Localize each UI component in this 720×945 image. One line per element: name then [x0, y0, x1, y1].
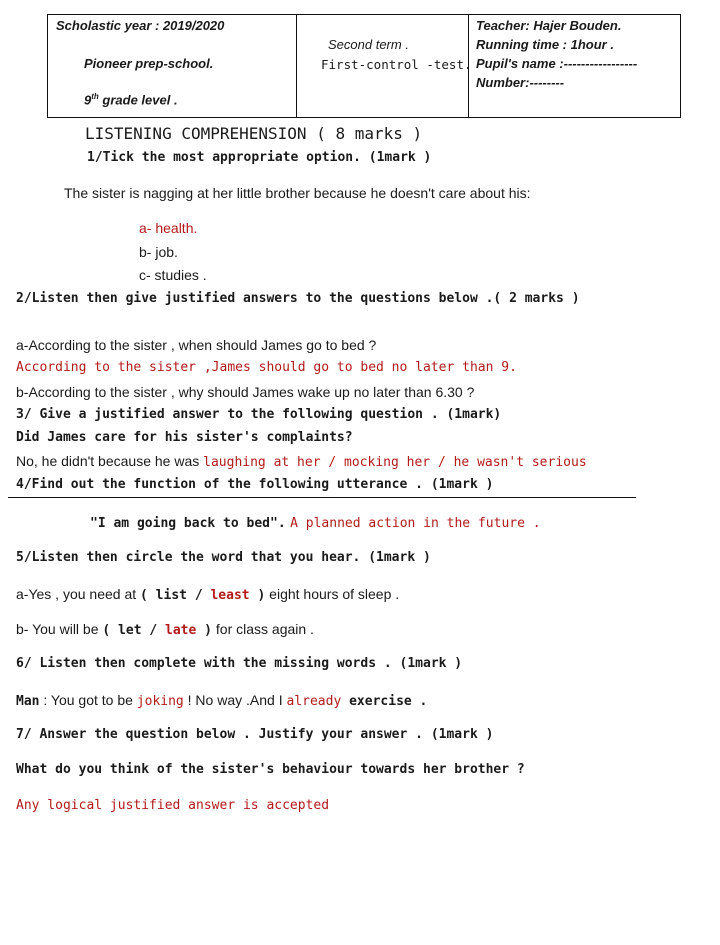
term-label: Second term .: [328, 37, 409, 52]
q7-title: 7/ Answer the question below . Justify your answer . (1mark ): [16, 727, 494, 742]
q6-answer-1: joking: [136, 694, 184, 709]
grade-number: 9: [84, 92, 92, 108]
header-table: [47, 14, 681, 118]
q3-answer-prefix: No, he didn't because he was: [16, 453, 204, 469]
q1-option-b: b- job.: [139, 244, 178, 260]
section-title: LISTENING COMPREHENSION ( 8 marks ): [85, 124, 423, 143]
q4-rule: [8, 497, 636, 498]
q5-b-suffix: for class again .: [212, 621, 314, 637]
q3-answer-red: laughing at her / mocking her / he wasn't serious: [203, 455, 587, 470]
q5-b-close: ): [196, 623, 212, 638]
q6-answer-2: already: [286, 694, 342, 709]
pupil-name-field: Pupil's name :-----------------: [476, 56, 638, 71]
scholastic-year: Scholastic year : 2019/2020: [56, 18, 225, 33]
q2-a-question: a-According to the sister , when should James go to bed ?: [16, 337, 377, 353]
q1-option-a: a- health.: [139, 220, 198, 236]
school-name: Pioneer prep-school.: [84, 56, 214, 71]
q1-option-c: c- studies .: [139, 267, 207, 283]
q5-b-line: [16, 621, 314, 639]
grade-level: [84, 92, 178, 107]
q5-a-line: [16, 586, 399, 604]
q4-answer: A planned action in the future .: [290, 516, 541, 531]
q2-title: 2/Listen then give justified answers to the questions below .( 2 marks ): [16, 291, 580, 306]
q4-line: [90, 514, 541, 532]
q2-b-question: b-According to the sister , why should James wake up no later than 6.30 ?: [16, 384, 475, 400]
q5-a-prefix: a-Yes , you need at: [16, 586, 141, 602]
q1-statement: The sister is nagging at her little brother because he doesn't care about his:: [64, 185, 531, 201]
q6-part1: : You got to be: [39, 692, 137, 708]
q7-question: What do you think of the sister's behaviour towards her brother ?: [16, 762, 525, 777]
q3-answer-line: [16, 453, 587, 471]
q5-a-answer: least: [210, 588, 250, 603]
q1-title: 1/Tick the most appropriate option. (1mark ): [87, 150, 432, 165]
test-label: First-control -test.: [321, 57, 472, 72]
q5-title: 5/Listen then circle the word that you hear. (1mark ): [16, 550, 431, 565]
number-field: Number:--------: [476, 75, 565, 90]
q6-part3: exercise .: [341, 694, 428, 709]
q6-title: 6/ Listen then complete with the missing words . (1mark ): [16, 656, 463, 671]
q6-line: [16, 692, 427, 710]
q5-b-open: ( let /: [102, 623, 166, 638]
running-time: Running time : 1hour .: [476, 37, 614, 52]
q5-a-open: ( list /: [140, 588, 211, 603]
grade-text: grade level .: [98, 92, 178, 108]
header-divider-left: [296, 15, 297, 117]
q7-answer: Any logical justified answer is accepted: [16, 798, 330, 813]
q6-speaker: Man: [16, 694, 40, 709]
q5-a-close: ): [249, 588, 266, 603]
q4-title: 4/Find out the function of the following utterance . (1mark ): [16, 477, 494, 492]
q3-title: 3/ Give a justified answer to the following question . (1mark): [16, 407, 502, 422]
q5-a-suffix: eight hours of sleep .: [265, 586, 400, 602]
teacher-name: Teacher: Hajer Bouden.: [476, 18, 622, 33]
grade-superscript: th: [91, 92, 99, 101]
q6-part2: ! No way .And I: [183, 692, 287, 708]
q3-question: Did James care for his sister's complaints?: [16, 430, 353, 445]
q4-utterance: "I am going back to bed".: [90, 516, 286, 531]
q2-a-answer: According to the sister ,James should go to bed no later than 9.: [16, 360, 517, 375]
q5-b-prefix: b- You will be: [16, 621, 103, 637]
q5-b-answer: late: [165, 623, 197, 638]
